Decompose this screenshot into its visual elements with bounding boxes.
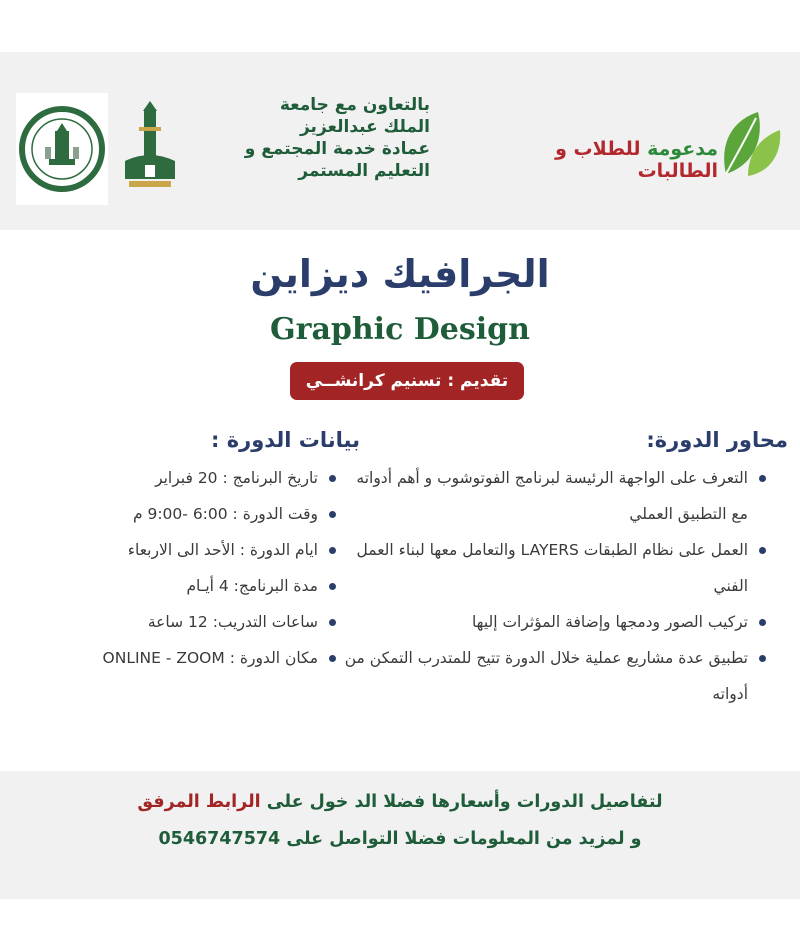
supported-text	[478, 138, 718, 182]
course-title-arabic: الجرافيك ديزاين	[250, 252, 550, 296]
course-title-english: Graphic Design	[270, 312, 530, 347]
list-item: ايام الدورة : الأحد الى الاربعاء	[40, 532, 340, 568]
course-details-heading: بيانات الدورة :	[211, 428, 360, 452]
footer-contact-text: و لمزيد من المعلومات فضلا التواصل على 0546747574	[158, 829, 642, 849]
list-item: تاريخ البرنامج : 20 فبراير	[40, 460, 340, 496]
course-axes-heading: محاور الدورة:	[646, 428, 788, 452]
list-item: تطبيق عدة مشاريع عملية خلال الدورة تتيح للمتدرب التمكن من أدواته	[340, 640, 770, 712]
supported-part1: مدعومة	[640, 138, 718, 160]
attached-link[interactable]: الرابط المرفق	[137, 792, 261, 812]
list-item: ساعات التدريب: 12 ساعة	[40, 604, 340, 640]
supported-part2: للطلاب و الطالبات	[555, 138, 718, 182]
course-details-list	[40, 460, 340, 676]
leaf-icon	[718, 108, 782, 180]
collab-line: الملك عبدالعزيز	[299, 117, 430, 137]
collab-line: بالتعاون مع جامعة	[279, 95, 430, 115]
footer-line1-text: لتفاصيل الدورات وأسعارها فضلا الد خول على	[260, 792, 663, 812]
collaboration-text	[200, 94, 430, 182]
collab-line: عمادة خدمة المجتمع و	[244, 139, 430, 159]
presenter-badge: تقديم : تسنيم كرانشــي	[290, 362, 524, 400]
list-item: مدة البرنامج: 4 أيـام	[40, 568, 340, 604]
list-item: تركيب الصور ودمجها وإضافة المؤثرات إليها	[340, 604, 770, 640]
course-axes-list	[340, 460, 770, 712]
footer-details-text	[0, 792, 800, 812]
collab-line: التعليم المستمر	[298, 161, 430, 181]
university-logos	[16, 93, 188, 205]
list-item: التعرف على الواجهة الرئيسة لبرنامج الفوتوشوب و أهم أدواته مع التطبيق العملي	[340, 460, 770, 532]
list-item: مكان الدورة : ONLINE - ZOOM	[40, 640, 340, 676]
list-item: العمل على نظام الطبقات LAYERS والتعامل معها لبناء العمل الفني	[340, 532, 770, 604]
list-item: وقت الدورة : 6:00 -9:00 م	[40, 496, 340, 532]
community-service-seal-logo	[16, 93, 108, 205]
kau-logo	[112, 93, 188, 205]
